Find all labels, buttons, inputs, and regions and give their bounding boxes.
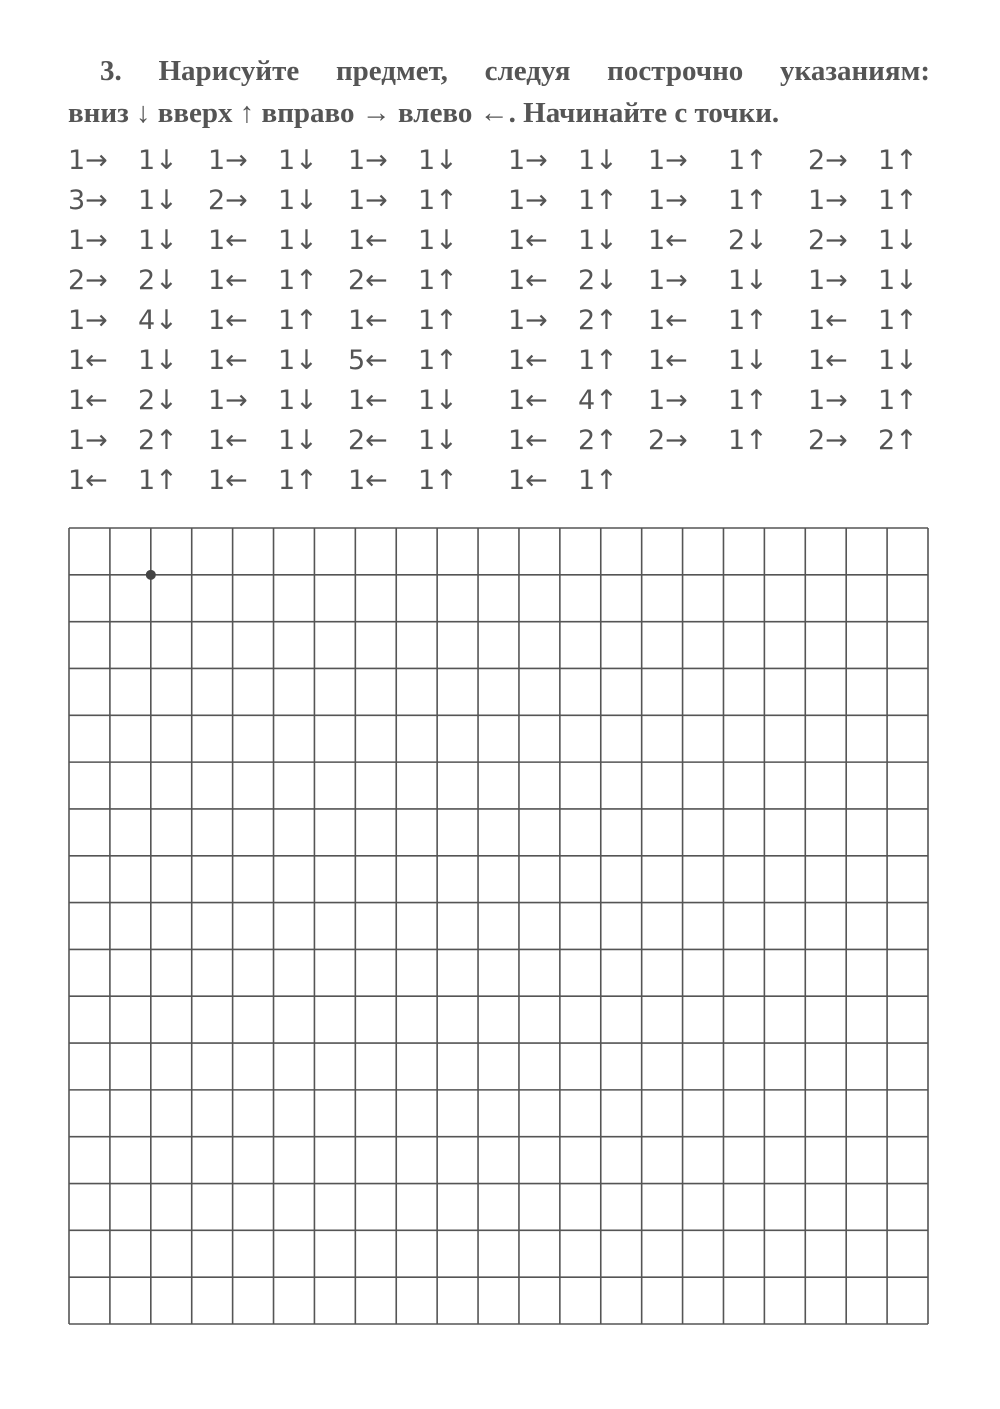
step-item: 1↓ (278, 345, 318, 376)
step-item: 1↑ (578, 345, 618, 376)
step-item: 2↑ (878, 425, 918, 456)
drawing-grid[interactable] (68, 527, 929, 1325)
step-item: 1→ (648, 185, 688, 216)
step-item: 2↓ (728, 225, 768, 256)
step-item: 1→ (508, 145, 548, 176)
step-item: 1↑ (878, 305, 918, 336)
step-item: 1↓ (278, 385, 318, 416)
step-item: 1← (648, 345, 688, 376)
step-item: 1↑ (278, 465, 318, 496)
step-item: 2→ (68, 265, 108, 296)
step-item: 1↑ (278, 305, 318, 336)
step-item: 1↑ (138, 465, 178, 496)
step-item: 1↓ (418, 225, 458, 256)
step-item: 1↑ (578, 185, 618, 216)
step-item: 1← (208, 305, 248, 336)
step-item: 2→ (808, 225, 848, 256)
step-item: 1→ (348, 145, 388, 176)
step-item: 2↓ (138, 265, 178, 296)
step-item: 2↓ (138, 385, 178, 416)
step-item: 2← (348, 425, 388, 456)
step-item: 1← (208, 265, 248, 296)
step-item: 1← (808, 345, 848, 376)
step-item: 4↓ (138, 305, 178, 336)
task-line-1: 3. Нарисуйте предмет, следуя построчно указаниям: (100, 55, 930, 87)
step-item: 1↓ (578, 145, 618, 176)
start-dot (146, 570, 156, 580)
step-item: 1← (508, 225, 548, 256)
step-item: 1← (808, 305, 848, 336)
step-item: 1↑ (728, 425, 768, 456)
step-item: 1← (208, 225, 248, 256)
step-item: 5← (348, 345, 388, 376)
step-item: 1→ (808, 265, 848, 296)
step-item: 1↓ (278, 145, 318, 176)
step-item: 1← (648, 305, 688, 336)
step-item: 1↑ (418, 465, 458, 496)
step-item: 1← (508, 385, 548, 416)
step-item: 1→ (348, 185, 388, 216)
step-item: 1↓ (138, 345, 178, 376)
step-item: 1↑ (278, 265, 318, 296)
step-item: 1← (508, 265, 548, 296)
step-item: 1↑ (418, 345, 458, 376)
step-item: 1↓ (728, 345, 768, 376)
step-item: 1↑ (878, 185, 918, 216)
step-item: 1↓ (878, 345, 918, 376)
step-item: 1↓ (878, 265, 918, 296)
step-item: 3→ (68, 185, 108, 216)
step-item: 2← (348, 265, 388, 296)
step-item: 2↑ (138, 425, 178, 456)
step-item: 2↓ (578, 265, 618, 296)
step-item: 1↑ (728, 145, 768, 176)
step-item: 1↑ (418, 305, 458, 336)
step-item: 1→ (68, 425, 108, 456)
step-item: 1↓ (418, 425, 458, 456)
step-item: 1↓ (278, 425, 318, 456)
step-item: 1→ (648, 145, 688, 176)
step-item: 1← (508, 465, 548, 496)
step-item: 1↑ (878, 385, 918, 416)
step-item: 1← (68, 345, 108, 376)
step-item: 2→ (808, 145, 848, 176)
step-item: 1→ (508, 185, 548, 216)
step-item: 1← (508, 345, 548, 376)
task-line-2: вниз ↓ вверх ↑ вправо → влево ←. Начинайте с точки. (68, 97, 780, 129)
step-item: 1← (208, 425, 248, 456)
step-item: 1← (68, 385, 108, 416)
step-item: 1↑ (418, 265, 458, 296)
step-item: 1↑ (878, 145, 918, 176)
step-item: 1← (208, 345, 248, 376)
step-item: 1↑ (728, 185, 768, 216)
step-item: 1→ (68, 305, 108, 336)
step-item: 1↓ (418, 385, 458, 416)
step-item: 4↑ (578, 385, 618, 416)
step-item: 1↓ (138, 145, 178, 176)
step-item: 1← (648, 225, 688, 256)
step-item: 1↑ (418, 185, 458, 216)
step-item: 1→ (68, 145, 108, 176)
step-item: 1↓ (418, 145, 458, 176)
step-item: 1↓ (878, 225, 918, 256)
step-item: 1← (208, 465, 248, 496)
step-item: 1↓ (138, 185, 178, 216)
step-item: 1→ (208, 385, 248, 416)
step-item: 1← (348, 225, 388, 256)
step-item: 1↑ (728, 385, 768, 416)
step-item: 1→ (208, 145, 248, 176)
step-item: 2→ (208, 185, 248, 216)
step-item: 1↓ (578, 225, 618, 256)
step-item: 1← (68, 465, 108, 496)
step-item: 1→ (808, 185, 848, 216)
step-item: 1→ (508, 305, 548, 336)
step-item: 1→ (808, 385, 848, 416)
step-item: 2→ (808, 425, 848, 456)
step-item: 2↑ (578, 305, 618, 336)
step-item: 1↑ (578, 465, 618, 496)
step-item: 1← (348, 465, 388, 496)
step-item: 2→ (648, 425, 688, 456)
step-item: 1→ (648, 265, 688, 296)
step-item: 1↑ (728, 305, 768, 336)
step-item: 1→ (648, 385, 688, 416)
step-item: 1↓ (278, 185, 318, 216)
step-instructions (0, 0, 1000, 520)
step-item: 1← (348, 385, 388, 416)
step-item: 1↓ (138, 225, 178, 256)
step-item: 1← (348, 305, 388, 336)
step-item: 1→ (68, 225, 108, 256)
step-item: 1↓ (278, 225, 318, 256)
step-item: 1↓ (728, 265, 768, 296)
step-item: 2↑ (578, 425, 618, 456)
step-item: 1← (508, 425, 548, 456)
